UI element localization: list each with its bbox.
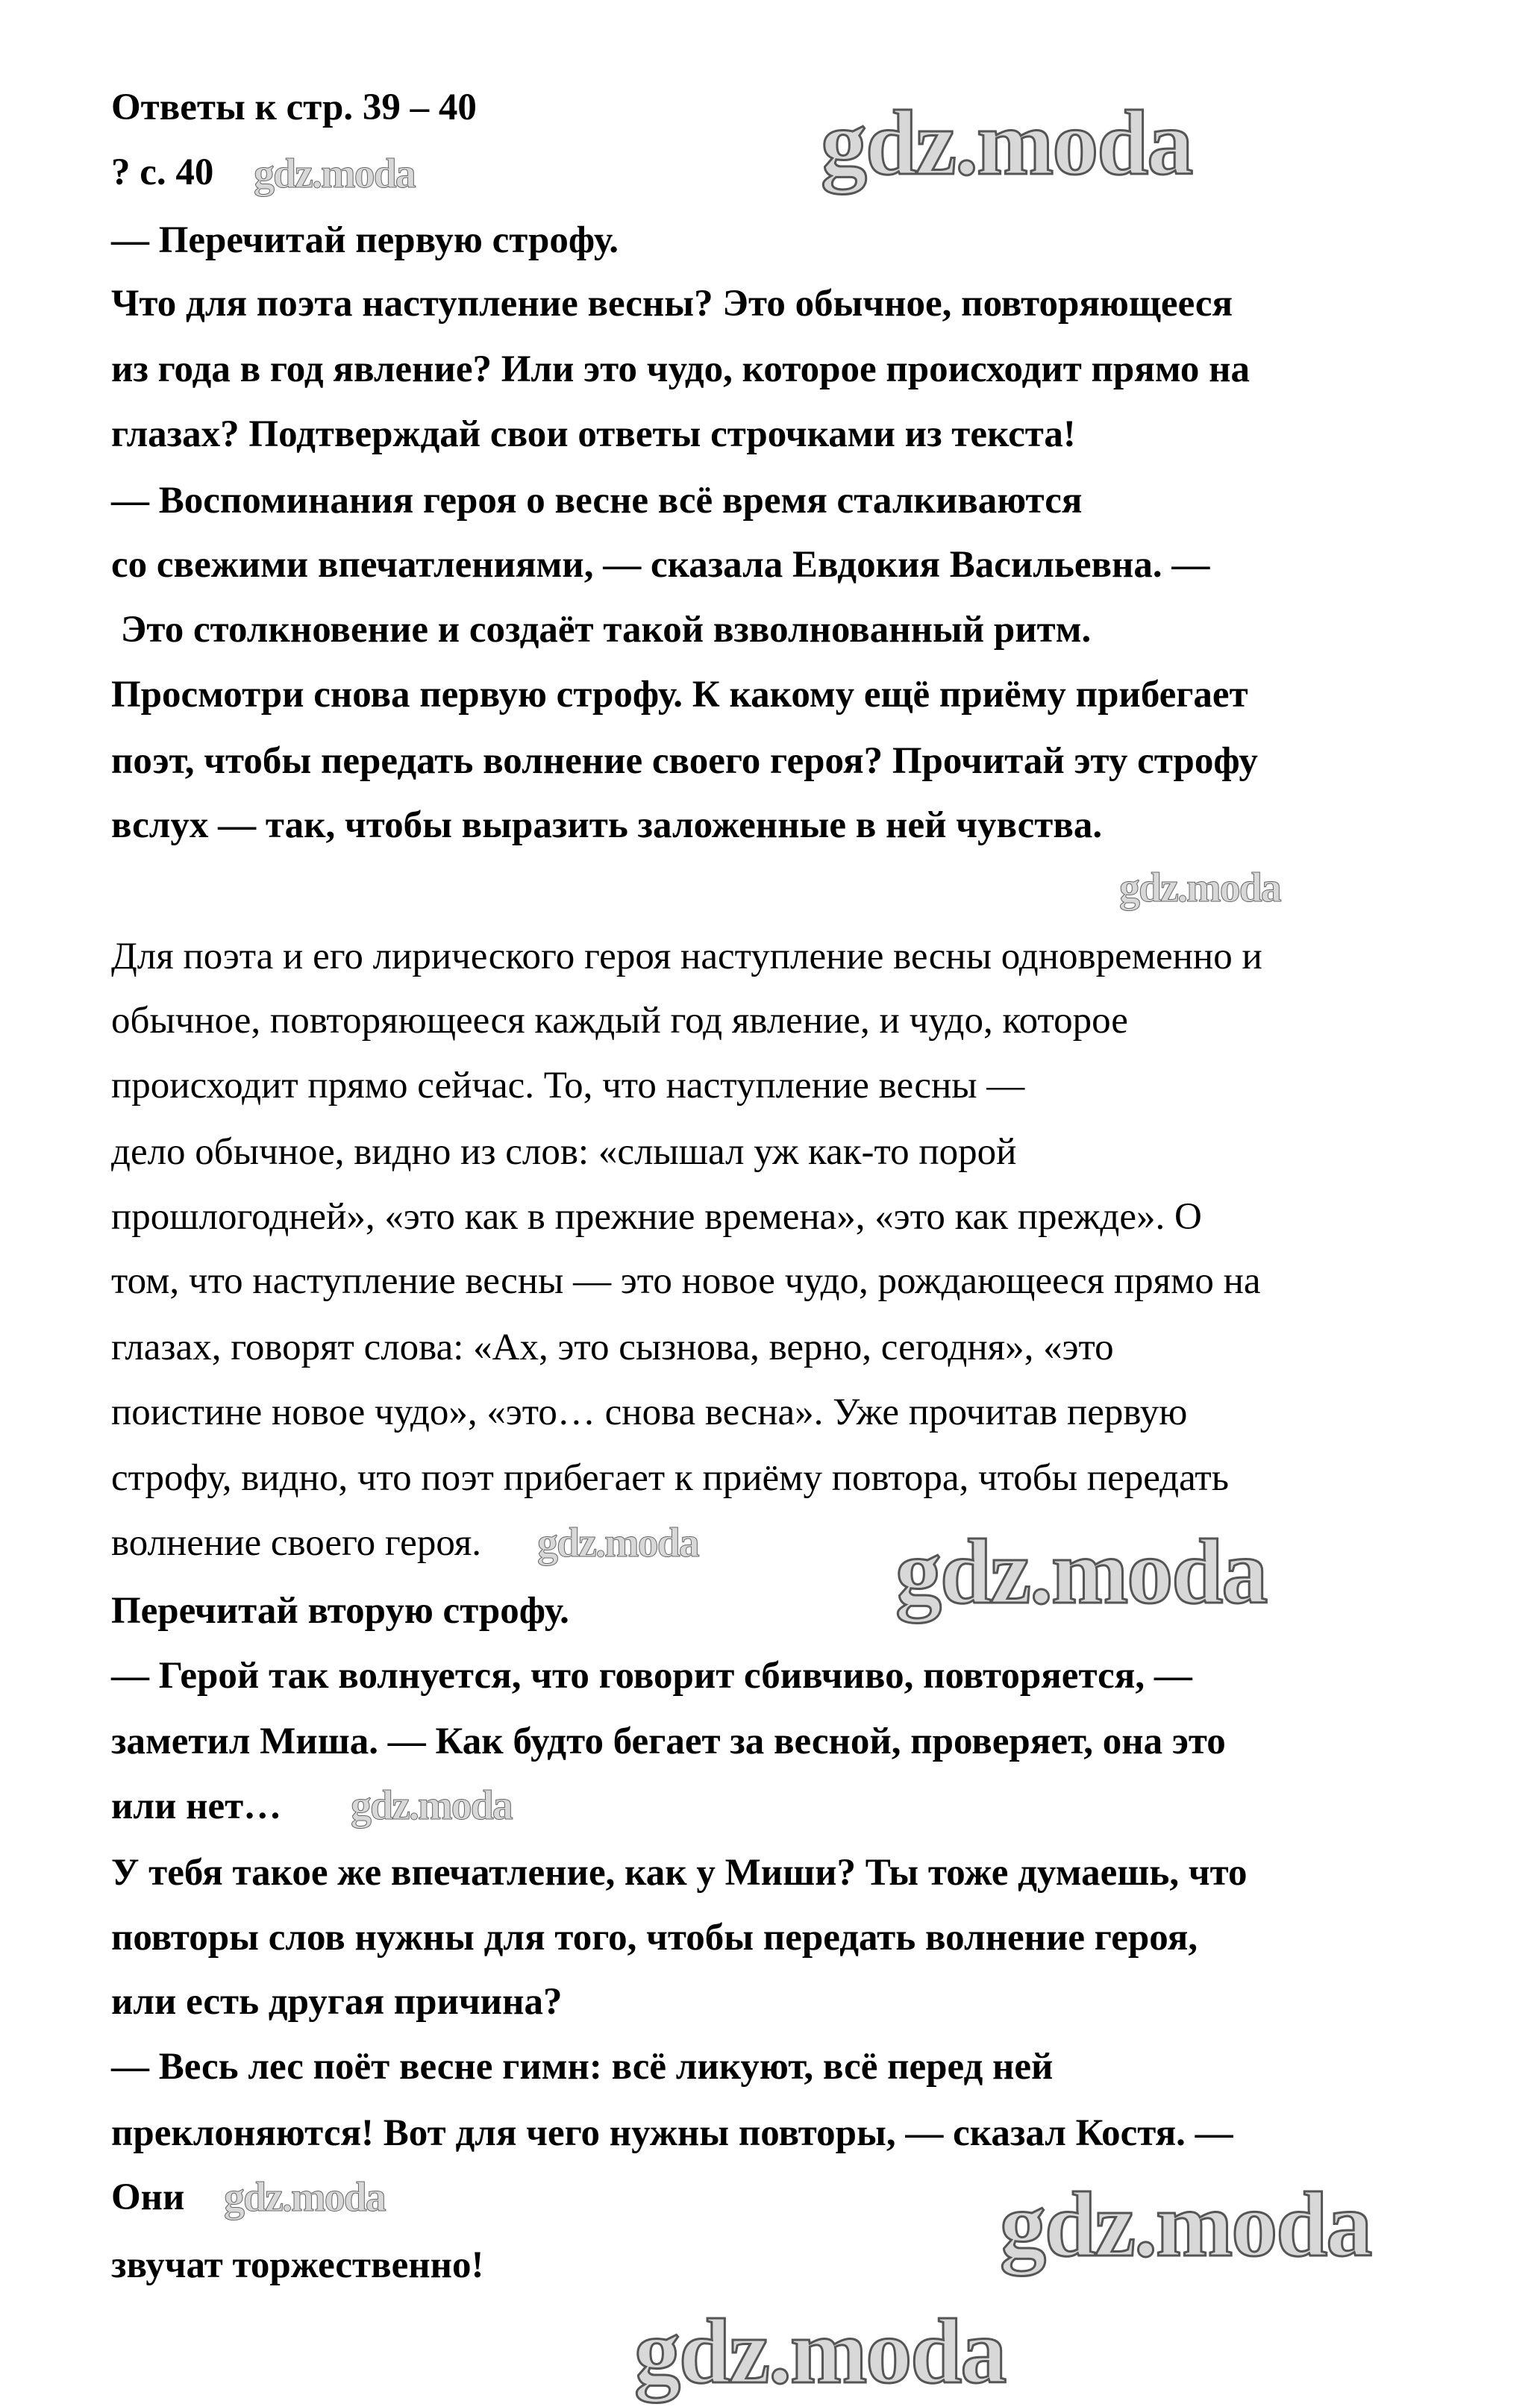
answer-text-line: Для поэта и его лирического героя наступление весны одновременно и — [111, 936, 1262, 977]
question-text-line: — Воспоминания героя о весне всё время сталкиваются — [111, 480, 1083, 522]
question-text-line: Ответы к стр. 39 – 40 — [111, 87, 477, 128]
watermark-logo: gdz.moda — [895, 1521, 1267, 1623]
answer-text-line: дело обычное, видно из слов: «слышал уж как-то порой — [111, 1131, 1017, 1173]
question-text-line: вслух — так, чтобы выразить заложенные в ней чувства. — [111, 804, 1103, 846]
question-text-line: Они — [111, 2176, 185, 2218]
answer-text-line: волнение своего героя. — [111, 1522, 482, 1564]
question-text-line: — Перечитай первую строфу. — [111, 219, 619, 261]
answer-text-line: глазах, говорят слова: «Ах, это сызнова, верно, сегодня», «это — [111, 1327, 1114, 1368]
watermark-logo: gdz.moda — [634, 2300, 1006, 2403]
watermark-logo: gdz.moda — [537, 1520, 698, 1566]
question-text-line: поэт, чтобы передать волнение своего героя? Прочитай эту строфу — [111, 740, 1258, 782]
answer-text-line: происходит прямо сейчас. То, что наступление весны — — [111, 1065, 1025, 1107]
question-text-line: ? с. 40 — [111, 151, 214, 193]
answer-text-line: прошлогодней», «это как в прежние времена», «это как прежде». О — [111, 1196, 1202, 1238]
question-text-line: заметил Миша. — Как будто бегает за весной, проверяет, она это — [111, 1721, 1226, 1762]
question-text-line: звучат торжественно! — [111, 2244, 484, 2286]
watermark-logo: gdz.moda — [254, 151, 415, 197]
question-text-line: — Весь лес поёт весне гимн: всё ликуют, всё перед ней — [111, 2046, 1054, 2088]
watermark-logo: gdz.moda — [1000, 2173, 1371, 2276]
watermark-logo: gdz.moda — [821, 92, 1192, 194]
question-text-line: Перечитай вторую строфу. — [111, 1590, 569, 1632]
question-text-line: из года в год явление? Или это чудо, которое происходит прямо на — [111, 348, 1251, 390]
question-text-line: Это столкновение и создаёт такой взволнованный ритм. — [111, 609, 1092, 651]
answer-text-line: поистине новое чудо», «это… снова весна». Уже прочитав первую — [111, 1392, 1188, 1433]
watermark-logo: gdz.moda — [224, 2174, 385, 2220]
question-text-line: повторы слов нужны для того, чтобы передать волнение героя, — [111, 1917, 1198, 1959]
answer-text-line: том, что наступление весны — это новое чудо, рождающееся прямо на — [111, 1260, 1261, 1302]
answer-text-line: строфу, видно, что поэт прибегает к приёму повтора, чтобы передать — [111, 1457, 1229, 1499]
question-text-line: или нет… — [111, 1785, 282, 1827]
question-text-line: У тебя такое же впечатление, как у Миши? Ты тоже думаешь, что — [111, 1852, 1248, 1894]
watermark-logo: gdz.moda — [351, 1782, 512, 1829]
answer-text-line: обычное, повторяющееся каждый год явление, и чудо, которое — [111, 1000, 1128, 1042]
watermark-logo: gdz.moda — [1119, 865, 1280, 911]
question-text-line: Что для поэта наступление весны? Это обычное, повторяющееся — [111, 283, 1233, 325]
question-text-line: Просмотри снова первую строфу. К какому ещё приёму прибегает — [111, 674, 1248, 716]
question-text-line: — Герой так волнуется, что говорит сбивчиво, повторяется, — — [111, 1655, 1192, 1697]
question-text-line: глазах? Подтверждай свои ответы строчками из текста! — [111, 413, 1076, 455]
question-text-line: со свежими впечатлениями, — сказала Евдокия Васильевна. — — [111, 544, 1210, 586]
question-text-line: преклоняются! Вот для чего нужны повторы, — сказал Костя. — — [111, 2112, 1233, 2154]
question-text-line: или есть другая причина? — [111, 1981, 563, 2023]
